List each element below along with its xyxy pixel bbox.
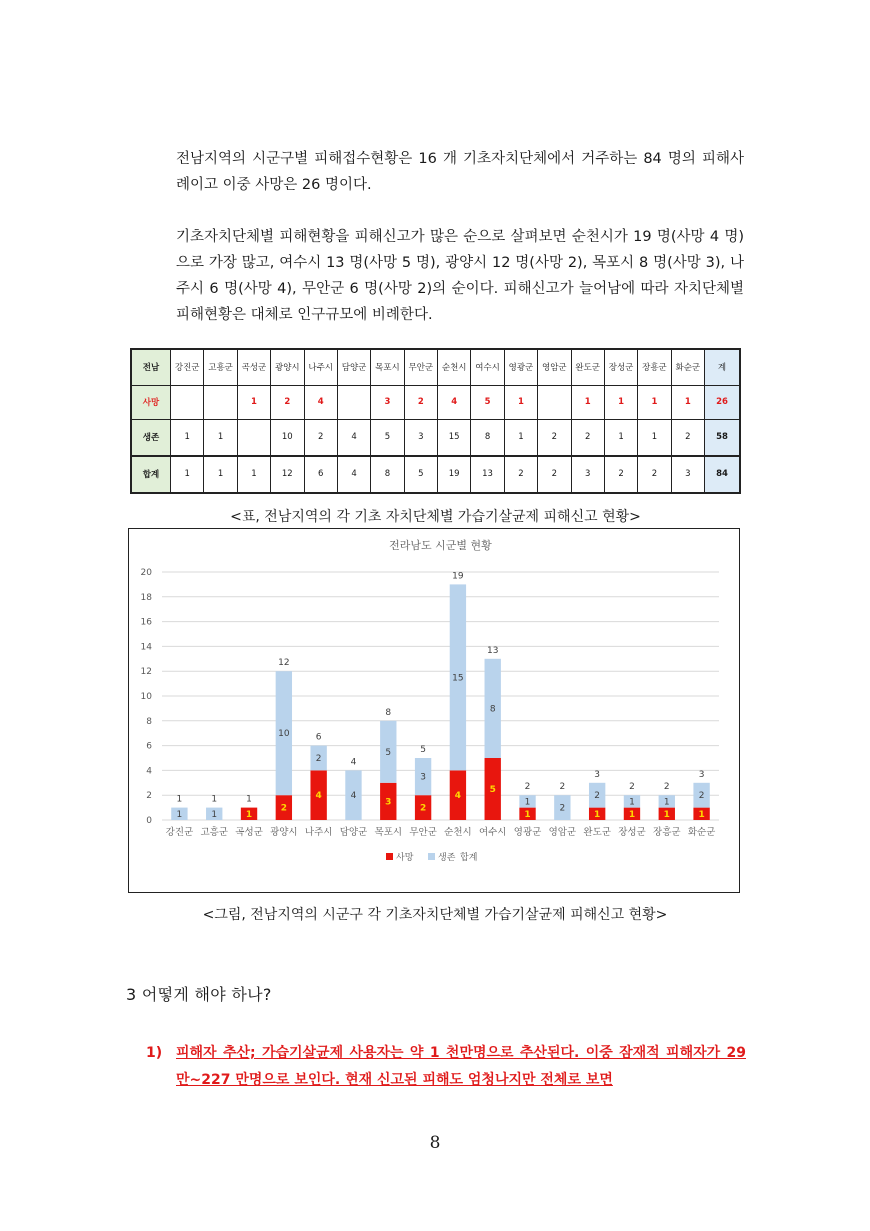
y-tick-label: 2	[146, 791, 152, 802]
data-label-survive: 1	[663, 797, 670, 808]
table-cell: 5	[371, 420, 404, 456]
table-cell	[171, 385, 204, 420]
damage-table	[130, 348, 741, 494]
table-cell: 1	[171, 456, 204, 493]
data-label-total: 2	[559, 782, 566, 793]
x-tick-label: 강진군	[165, 827, 194, 838]
data-label-death: 1	[594, 809, 601, 820]
x-tick-label: 무안군	[409, 827, 437, 838]
x-tick-label: 화순군	[687, 827, 716, 838]
data-label-survive: 1	[176, 809, 183, 820]
table-cell: 6	[304, 456, 337, 493]
legend-swatch-death	[386, 853, 393, 860]
table-cell	[237, 420, 270, 456]
table-cell: 2	[538, 420, 571, 456]
table-cell: 19	[438, 456, 471, 493]
chart-title: 전라남도 시군별 현황	[389, 539, 492, 552]
table-caption: <표, 전남지역의 각 기초 자치단체별 가습기살균제 피해신고 현황>	[230, 509, 641, 525]
table-cell: 1	[638, 420, 671, 456]
table-cell: 고흥군	[204, 349, 237, 385]
x-tick-label: 장성군	[618, 827, 646, 838]
table-cell: 13	[471, 456, 504, 493]
y-tick-label: 12	[140, 667, 152, 678]
data-label-total: 3	[698, 769, 705, 780]
y-tick-label: 6	[146, 741, 152, 752]
table-cell: 사망	[131, 385, 171, 420]
data-label-total: 4	[350, 757, 357, 768]
data-label-death: 4	[315, 791, 322, 802]
data-label-death: 1	[663, 809, 670, 820]
data-label-death: 2	[280, 803, 287, 814]
table-cell: 합계	[131, 456, 171, 493]
table-cell: 생존	[131, 420, 171, 456]
table-cell: 1	[604, 385, 637, 420]
list-item-text: 피해자 추산; 가습기살균제 사용자는 약 1 천만명으로 추산된다. 이중 잠재적 피해자가 29 만~227 만명으로 보인다. 현재 신고된 피해도 엄청나지만 전체로 보면	[176, 1045, 746, 1088]
table-cell: 완도군	[571, 349, 604, 385]
y-tick-label: 10	[140, 692, 152, 702]
data-label-total: 12	[278, 658, 290, 669]
data-label-total: 5	[420, 745, 426, 755]
y-tick-label: 8	[146, 716, 152, 727]
intro-paragraph-1: 전남지역의 시군구별 피해접수현황은 16 개 기초자치단체에서 거주하는 84 명의 피해사례이고 이중 사망은 26 명이다.	[176, 151, 744, 193]
data-label-survive: 3	[420, 772, 426, 783]
table-cell: 5	[404, 456, 437, 493]
table-cell: 2	[304, 420, 337, 456]
x-tick-label: 장흥군	[653, 827, 681, 838]
table-cell: 계	[705, 349, 741, 385]
data-label-death: 1	[628, 809, 636, 820]
table-cell: 4	[438, 385, 471, 420]
chart-canvas	[129, 529, 738, 891]
table-cell: 1	[671, 385, 704, 420]
list-item-number: 1)	[146, 1045, 163, 1061]
table-cell: 1	[237, 456, 270, 493]
data-label-total: 6	[315, 732, 322, 743]
table-cell: 2	[604, 456, 637, 493]
table-cell: 전남	[131, 349, 171, 385]
table-cell: 84	[705, 456, 741, 493]
data-label-total: 1	[246, 794, 252, 805]
legend-swatch-survive	[428, 853, 435, 860]
x-tick-label: 곡성군	[235, 827, 263, 838]
data-label-death: 5	[489, 785, 496, 795]
data-label-death: 1	[245, 809, 253, 820]
data-label-total: 2	[663, 782, 670, 793]
table-cell: 곡성군	[237, 349, 270, 385]
table-cell: 3	[571, 456, 604, 493]
table-cell	[538, 385, 571, 420]
table-cell: 2	[571, 420, 604, 456]
x-tick-label: 고흥군	[200, 827, 228, 838]
table-cell: 2	[404, 385, 437, 420]
table-cell: 2	[538, 456, 571, 493]
table-cell: 1	[237, 385, 270, 420]
table-cell	[204, 385, 237, 420]
intro-paragraph-2: 기초자치단체별 피해현황을 피해신고가 많은 순으로 살펴보면 순천시가 19 명(사망 4 명)으로 가장 많고, 여수시 13 명(사망 5 명), 광양시 12 명(사망 2), 목포시 8 명(사망 3), 나주시 6 명(사망 4), 무안군 6 명(사망 2)의 순이다. 피해신고가 늘어남에 따라 자치단체별 피해현황은 대체로 인구규모에 비례한다.	[176, 229, 744, 323]
table-cell: 강진군	[171, 349, 204, 385]
table-cell: 3	[371, 385, 404, 420]
table-cell: 광양시	[271, 349, 304, 385]
table-cell: 2	[271, 385, 304, 420]
data-label-total: 1	[176, 794, 183, 805]
table-cell: 8	[371, 456, 404, 493]
table-cell: 8	[471, 420, 504, 456]
legend-label-death: 사망	[396, 853, 414, 863]
table-cell: 1	[204, 420, 237, 456]
table-cell: 1	[571, 385, 604, 420]
data-label-total: 13	[486, 645, 499, 656]
data-label-survive: 2	[315, 754, 322, 764]
x-tick-label: 목포시	[374, 827, 403, 838]
data-label-survive: 2	[594, 791, 601, 802]
table-cell: 3	[671, 456, 704, 493]
data-label-total: 8	[385, 707, 392, 718]
table-cell: 나주시	[304, 349, 337, 385]
y-tick-label: 18	[140, 592, 152, 603]
data-label-survive: 8	[489, 704, 496, 715]
table-cell: 담양군	[337, 349, 370, 385]
data-label-survive: 10	[278, 729, 290, 740]
y-tick-label: 16	[140, 617, 152, 628]
table-cell: 장흥군	[638, 349, 671, 385]
table-cell: 58	[705, 420, 741, 456]
page-number: 8	[429, 1133, 441, 1153]
figure-caption: <그림, 전남지역의 시군구 각 기초자치단체별 가습기살균제 피해신고 현황>	[202, 907, 668, 923]
table-cell: 순천시	[438, 349, 471, 385]
data-label-total: 2	[629, 782, 635, 793]
data-label-survive: 2	[698, 791, 705, 802]
table-cell: 영광군	[504, 349, 537, 385]
table-cell: 1	[638, 385, 671, 420]
legend-label-total: 합계	[460, 853, 478, 863]
table-cell: 무안군	[404, 349, 437, 385]
data-label-survive: 15	[452, 673, 464, 684]
data-label-death: 3	[385, 797, 392, 808]
table-cell: 화순군	[671, 349, 704, 385]
table-cell: 2	[638, 456, 671, 493]
table-row	[131, 420, 740, 456]
table-row	[131, 385, 740, 420]
data-label-survive: 1	[629, 797, 635, 808]
data-label-total: 19	[452, 571, 464, 582]
table-cell: 1	[504, 420, 537, 456]
table-cell: 26	[705, 385, 741, 420]
data-label-survive: 1	[524, 797, 531, 808]
x-tick-label: 영암군	[548, 827, 577, 838]
table-cell: 1	[204, 456, 237, 493]
table-cell: 1	[171, 420, 204, 456]
table-cell: 5	[471, 385, 504, 420]
table-cell: 4	[337, 420, 370, 456]
table-cell: 장성군	[604, 349, 637, 385]
y-tick-label: 0	[146, 816, 152, 826]
x-tick-label: 영광군	[513, 827, 542, 838]
x-tick-label: 순천시	[444, 827, 472, 838]
data-label-survive: 4	[350, 791, 357, 802]
table-cell: 2	[504, 456, 537, 493]
data-label-survive: 2	[559, 803, 566, 814]
table-cell: 여수시	[471, 349, 504, 385]
bar-chart	[128, 528, 740, 893]
table-header-row	[131, 349, 740, 385]
table-cell: 영암군	[538, 349, 571, 385]
table-cell: 2	[671, 420, 704, 456]
table-row	[131, 456, 740, 493]
table-cell: 4	[304, 385, 337, 420]
data-label-total: 3	[594, 769, 601, 780]
x-tick-label: 완도군	[583, 827, 611, 838]
table-cell: 4	[337, 456, 370, 493]
table-cell: 12	[271, 456, 304, 493]
table-cell	[337, 385, 370, 420]
x-tick-label: 여수시	[478, 827, 507, 838]
data-label-survive: 5	[385, 747, 392, 758]
y-tick-label: 20	[140, 568, 152, 578]
table-cell: 3	[404, 420, 437, 456]
x-tick-label: 나주시	[304, 827, 333, 838]
data-label-death: 2	[419, 803, 427, 814]
data-label-total: 1	[211, 794, 218, 805]
data-label-total: 2	[524, 782, 531, 793]
section-heading: 3 어떻게 해야 하나?	[126, 985, 272, 1004]
table-cell: 1	[504, 385, 537, 420]
table-cell: 1	[604, 420, 637, 456]
table-cell: 15	[438, 420, 471, 456]
table-cell: 목포시	[371, 349, 404, 385]
data-label-death: 4	[454, 791, 462, 802]
table-cell: 10	[271, 420, 304, 456]
x-tick-label: 담양군	[339, 827, 368, 838]
y-tick-label: 4	[146, 766, 152, 777]
y-tick-label: 14	[140, 642, 152, 653]
legend-label-survive: 생존	[438, 853, 456, 863]
data-label-death: 1	[524, 809, 531, 820]
x-tick-label: 광양시	[270, 827, 298, 838]
data-label-survive: 1	[211, 809, 218, 820]
data-label-death: 1	[698, 809, 705, 820]
